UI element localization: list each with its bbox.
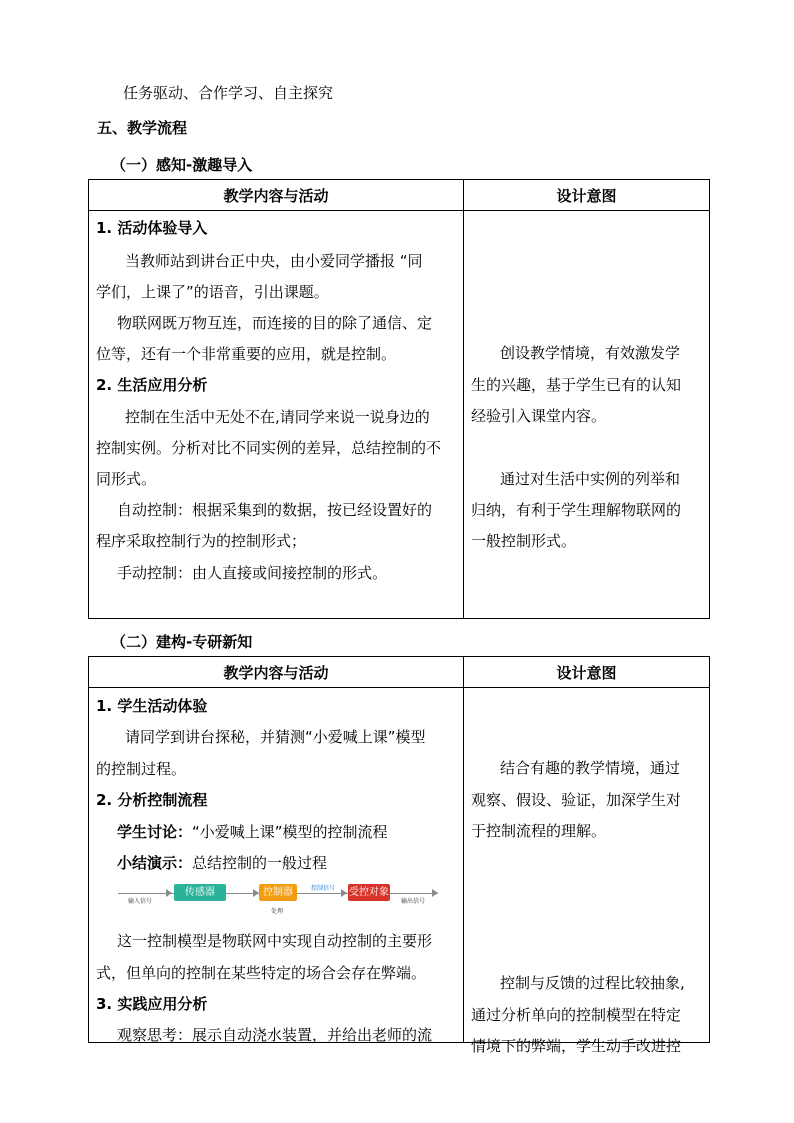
- paragraph-line: 观察思考：展示自动浇水装置，并给出老师的流: [117, 1026, 433, 1044]
- intent-line: 观察、假设、验证，加深学生对: [471, 791, 682, 809]
- teaching-methods: 任务驱动、合作学习、自主探究: [123, 84, 334, 102]
- part2-intent-cell: [464, 688, 709, 1055]
- paragraph-line: 控制在生活中无处不在,请同学来说一说身边的: [125, 408, 430, 426]
- target-box: 受控对象: [348, 884, 390, 901]
- paragraph-line: 当教师站到讲台正中央，由小爱同学播报 “同: [125, 252, 423, 270]
- subheading: 1. 活动体验导入: [96, 219, 208, 237]
- paragraph-line: 程序采取控制行为的控制形式；: [96, 532, 307, 550]
- discussion-text: “小爱喊上课”模型的控制流程: [192, 823, 388, 841]
- intent-line: 控制与反馈的过程比较抽象,: [500, 974, 685, 992]
- part1-title: （一）感知-激趣导入: [111, 156, 253, 174]
- paragraph-line: 这一控制模型是物联网中实现自动控制的主要形: [117, 932, 433, 950]
- paragraph-line: 位等，还有一个非常重要的应用，就是控制。: [96, 345, 397, 363]
- paragraph-line: 学们，上课了”的语音，引出课题。: [96, 283, 329, 301]
- arrow-icon: [432, 889, 438, 897]
- header-intent: 设计意图: [464, 657, 710, 688]
- subheading: 1. 学生活动体验: [96, 697, 208, 715]
- intent-line: 通过分析单向的控制模型在特定: [471, 1006, 682, 1024]
- part1-table: [88, 179, 710, 619]
- paragraph-line: 手动控制：由人直接或间接控制的形式。: [117, 564, 388, 582]
- paragraph-line: 自动控制：根据采集到的数据，按已经设置好的: [117, 501, 433, 519]
- intent-line: 归纳，有利于学生理解物联网的: [471, 501, 682, 519]
- header-intent: 设计意图: [464, 180, 710, 211]
- sensor-box: 传感器: [174, 884, 226, 901]
- intent-line: 情境下的弊端，学生动手改进控: [471, 1037, 682, 1055]
- intent-line: 通过对生活中实例的列举和: [500, 470, 681, 488]
- part1-content-cell: [89, 211, 463, 618]
- controller-box: 控制器: [259, 884, 297, 901]
- arrow-icon: [341, 889, 347, 897]
- intent-line: 结合有趣的教学情境，通过: [500, 759, 681, 777]
- process-label: 处理: [271, 908, 284, 915]
- control-signal-label: 控制信号: [311, 885, 336, 892]
- summary-label: 小结演示：: [117, 854, 193, 872]
- part2-title: （二）建构-专研新知: [111, 633, 253, 651]
- subheading: 2. 生活应用分析: [96, 376, 208, 394]
- input-signal-label: 输入信号: [128, 898, 153, 905]
- intent-line: 创设教学情境，有效激发学: [500, 344, 681, 362]
- discussion-label: 学生讨论：: [117, 823, 193, 841]
- paragraph-line: 请同学到讲台探秘，并猜测“小爱喊上课”模型: [125, 728, 426, 746]
- paragraph-line: 控制实例。分析对比不同实例的差异，总结控制的不: [96, 439, 442, 457]
- paragraph-line: 物联网既万物互连，而连接的目的除了通信、定: [117, 314, 433, 332]
- intent-line: 一般控制形式。: [471, 532, 577, 550]
- subheading: 3. 实践应用分析: [96, 995, 208, 1013]
- paragraph-line: 同形式。: [96, 470, 157, 488]
- arrow-icon: [166, 889, 172, 897]
- paragraph-line: 式，但单向的控制在某些特定的场合会存在弊端。: [96, 964, 427, 982]
- section-title: 五、教学流程: [97, 119, 188, 137]
- intent-line: 生的兴趣，基于学生已有的认知: [471, 376, 682, 394]
- subheading: 2. 分析控制流程: [96, 791, 208, 809]
- intent-line: 经验引入课堂内容。: [471, 407, 607, 425]
- header-content: 教学内容与活动: [89, 180, 464, 211]
- header-content: 教学内容与活动: [89, 657, 464, 688]
- part2-table: [88, 656, 710, 1055]
- paragraph-line: 的控制过程。: [96, 760, 187, 778]
- summary-line: [117, 853, 327, 873]
- summary-text: 总结控制的一般过程: [192, 854, 328, 872]
- control-flow-diagram: [118, 882, 438, 914]
- part1-intent-cell: [464, 211, 709, 618]
- output-signal-label: 输出信号: [401, 898, 426, 905]
- intent-line: 于控制流程的理解。: [471, 822, 607, 840]
- discussion-line: [117, 822, 388, 842]
- part2-content-cell: [89, 688, 463, 1042]
